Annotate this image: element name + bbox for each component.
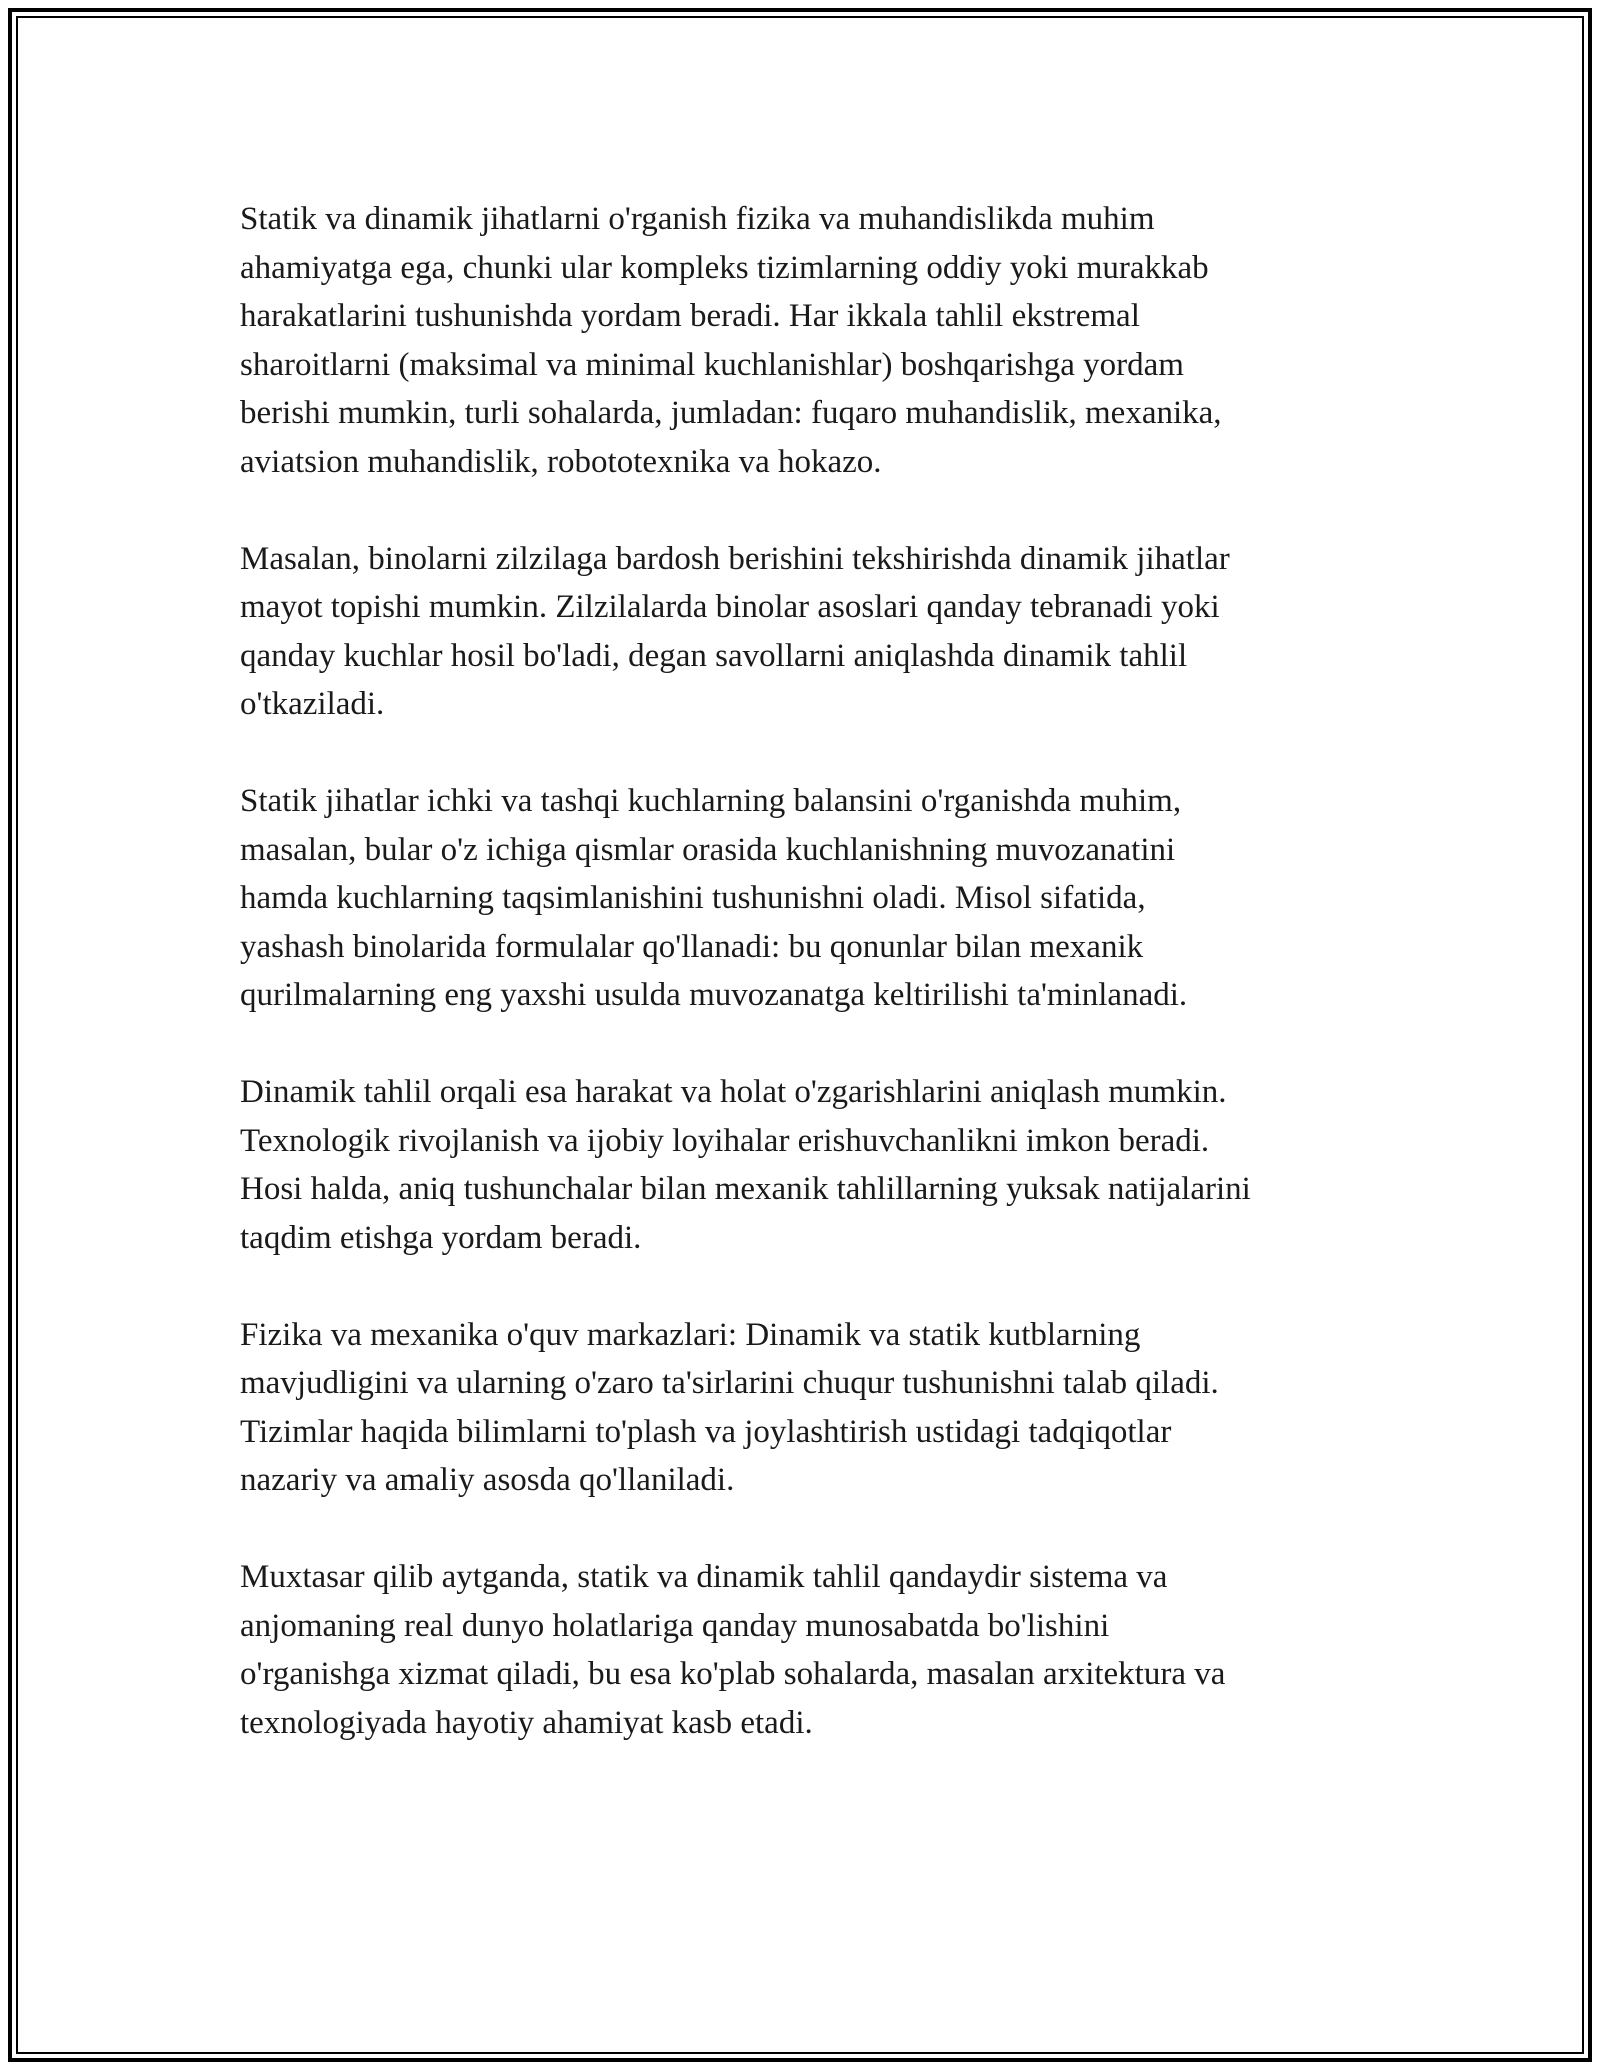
- text-line: taqdim etishga yordam beradi.: [240, 1219, 642, 1256]
- text-line: o'tkaziladi.: [240, 686, 385, 722]
- text-line: ahamiyatga ega, chunki ular kompleks tizimlarning oddiy yoki murakkab: [240, 249, 1209, 286]
- text-line: mayot topishi mumkin. Zilzilalarda binolar asoslari qanday tebranadi yoki: [240, 589, 1220, 625]
- text-line: aviatsion muhandislik, robototexnika va hokazo.: [240, 443, 882, 480]
- document-body: [240, 195, 1390, 1796]
- text-line: anjomaning real dunyo holatlariga qanday munosabatda bo'lishini: [240, 1607, 1110, 1644]
- text-line: nazariy va amaliy asosda qo'llaniladi.: [240, 1462, 735, 1498]
- text-line: masalan, bular o'z ichiga qismlar orasida kuchlanishning muvozanatini: [240, 831, 1176, 868]
- text-line: Fizika va mexanika o'quv markazlari: Dinamik va statik kutblarning: [240, 1316, 1141, 1353]
- text-line: yashash binolarida formulalar qo'llanadi: bu qonunlar bilan mexanik: [240, 928, 1144, 965]
- text-line: mavjudligini va ularning o'zaro ta'sirlarini chuqur tushunishni talab qiladi.: [240, 1365, 1219, 1401]
- text-line: Statik va dinamik jihatlarni o'rganish fizika va muhandislikda muhim: [240, 201, 1155, 237]
- text-line: sharoitlarni (maksimal va minimal kuchlanishlar) boshqarishga yordam: [240, 346, 1184, 383]
- text-line: Masalan, binolarni zilzilaga bardosh berishini tekshirishda dinamik jihatlar: [240, 540, 1230, 577]
- text-line: Texnologik rivojlanish va ijobiy loyihalar erishuvchanlikni imkon beradi.: [240, 1122, 1210, 1159]
- text-line: Muxtasar qilib aytganda, statik va dinamik tahlil qandaydir sistema va: [240, 1559, 1168, 1595]
- page-border: [8, 8, 1592, 2062]
- text-line: berishi mumkin, turli sohalarda, jumladan: fuqaro muhandislik, mexanika,: [240, 395, 1222, 431]
- text-line: Tizimlar haqida bilimlarni to'plash va joylashtirish ustidagi tadqiqotlar: [240, 1413, 1172, 1450]
- paragraph-6: [240, 1553, 1390, 1747]
- text-line: qurilmalarning eng yaxshi usulda muvozanatga keltirilishi ta'minlanadi.: [240, 977, 1188, 1013]
- text-line: hamda kuchlarning taqsimlanishini tushunishni oladi. Misol sifatida,: [240, 880, 1146, 916]
- paragraph-5: [240, 1311, 1390, 1505]
- text-line: texnologiyada hayotiy ahamiyat kasb etadi.: [240, 1704, 813, 1741]
- paragraph-2: [240, 535, 1390, 729]
- paragraph-1: [240, 195, 1390, 486]
- text-line: Hosi halda, aniq tushunchalar bilan mexanik tahlillarning yuksak natijalarini: [240, 1171, 1251, 1207]
- page-inner-border: [16, 16, 1584, 2054]
- paragraph-4: [240, 1068, 1390, 1262]
- text-line: harakatlarini tushunishda yordam beradi. Har ikkala tahlil ekstremal: [240, 298, 1140, 334]
- text-line: qanday kuchlar hosil bo'ladi, degan savollarni aniqlashda dinamik tahlil: [240, 637, 1188, 674]
- text-line: Dinamik tahlil orqali esa harakat va holat o'zgarishlarini aniqlash mumkin.: [240, 1074, 1227, 1110]
- text-line: o'rganishga xizmat qiladi, bu esa ko'plab sohalarda, masalan arxitektura va: [240, 1656, 1226, 1692]
- text-line: Statik jihatlar ichki va tashqi kuchlarning balansini o'rganishda muhim,: [240, 783, 1182, 819]
- paragraph-3: [240, 777, 1390, 1020]
